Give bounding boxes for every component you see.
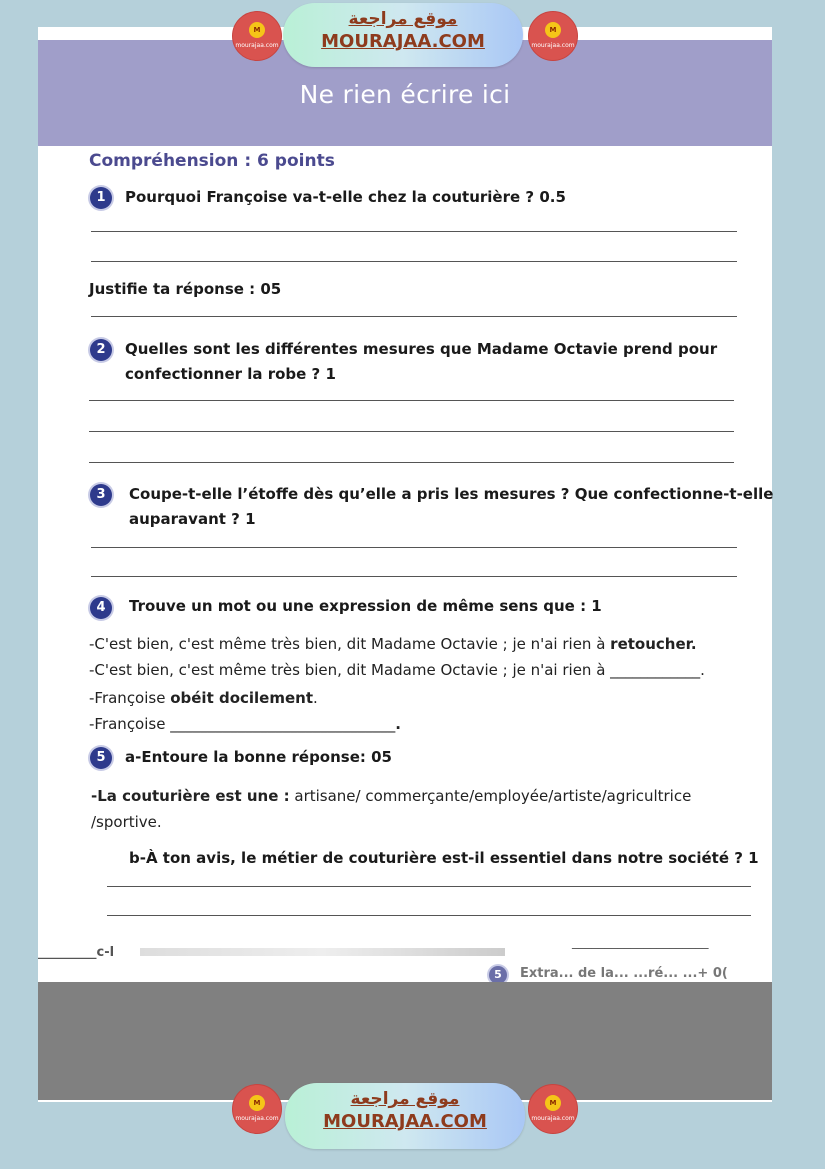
glitch-bar (140, 948, 505, 956)
answer-line[interactable] (89, 400, 734, 401)
answer-line[interactable] (91, 261, 737, 262)
site-logo-right (528, 11, 578, 61)
q4-s1-text: -C'est bien, c'est même très bien, dit Madame Octavie ; je n'ai rien à (89, 635, 611, 653)
question-2-line2: confectionner la robe ? 1 (125, 365, 336, 383)
question-number-4: 4 (90, 597, 112, 619)
q5-lead: -La couturière est une : (91, 787, 290, 805)
logo-caption: mourajaa.com (235, 1115, 279, 1122)
answer-line[interactable] (107, 915, 751, 916)
answer-line[interactable] (89, 462, 734, 463)
bulb-icon: M (249, 22, 265, 38)
q4-sentence-1 (89, 633, 697, 655)
artifact-number: 5 (489, 966, 507, 984)
q4-s3-text: -Françoise (89, 689, 171, 707)
q5-options: artisane/ commerçante/employée/artiste/agricultrice (289, 787, 692, 805)
question-5a: a-Entoure la bonne réponse: 05 (125, 748, 392, 766)
q4-s1-target: retoucher. (610, 635, 697, 653)
question-3-line1: Coupe-t-elle l’étoffe dès qu’elle a pris les mesures ? Que confectionne-t-elle (129, 485, 774, 503)
q5-choices-line2[interactable]: /sportive. (91, 813, 162, 831)
banner-site: MOURAJAA.COM (321, 31, 485, 52)
site-logo-right-bottom (528, 1084, 578, 1134)
artifact-bottom-text: Extra... de la... ...ré... ...+ 0( (520, 966, 728, 981)
question-number-1: 1 (90, 187, 112, 209)
question-number-2: 2 (90, 339, 112, 361)
section-title: Compréhension : 6 points (89, 151, 335, 171)
banner-site: MOURAJAA.COM (323, 1111, 487, 1132)
question-number-3: 3 (90, 484, 112, 506)
answer-line[interactable] (107, 886, 751, 887)
q4-sentence-3 (89, 687, 318, 709)
logo-caption: mourajaa.com (531, 1115, 575, 1122)
q4-s3-end: . (313, 689, 318, 707)
answer-line[interactable] (91, 547, 737, 548)
site-banner-top[interactable] (283, 3, 523, 67)
q4-s3-target: obéit docilement (170, 689, 314, 707)
artifact-right: _____________________ (572, 935, 709, 950)
bulb-icon: M (545, 22, 561, 38)
question-2-line1: Quelles sont les différentes mesures que Madame Octavie prend pour (125, 340, 718, 358)
site-logo-left-bottom (232, 1084, 282, 1134)
artifact-left: _________c-l (38, 945, 115, 960)
answer-line[interactable] (91, 231, 737, 232)
site-banner-bottom[interactable] (285, 1083, 525, 1149)
justify-prompt: Justifie ta réponse : 05 (89, 280, 282, 298)
q4-s4-text: -Françoise ______________________________ (89, 715, 396, 733)
q4-sentence-2[interactable]: -C'est bien, c'est même très bien, dit Madame Octavie ; je n'ai rien à ____________. (89, 661, 705, 679)
question-4: Trouve un mot ou une expression de même sens que : 1 (129, 597, 602, 615)
bulb-icon: M (545, 1095, 561, 1111)
banner-arabic: موقع مراجعة (348, 9, 458, 29)
answer-line[interactable] (91, 576, 737, 577)
q5-choices[interactable] (91, 785, 691, 807)
answer-line[interactable] (89, 431, 734, 432)
question-1: Pourquoi Françoise va-t-elle chez la couturière ? 0.5 (125, 188, 566, 206)
question-number-5: 5 (90, 747, 112, 769)
header-notice: Ne rien écrire ici (299, 80, 511, 109)
logo-caption: mourajaa.com (531, 42, 575, 49)
site-logo-left (232, 11, 282, 61)
question-3-line2: auparavant ? 1 (129, 510, 256, 528)
q4-s4-dot: . (395, 715, 401, 733)
answer-line[interactable] (91, 316, 737, 317)
logo-caption: mourajaa.com (235, 42, 279, 49)
bulb-icon: M (249, 1095, 265, 1111)
q4-sentence-4[interactable] (89, 713, 401, 735)
banner-arabic: موقع مراجعة (350, 1089, 460, 1109)
question-5b: b-À ton avis, le métier de couturière est-il essentiel dans notre société ? 1 (129, 849, 759, 867)
